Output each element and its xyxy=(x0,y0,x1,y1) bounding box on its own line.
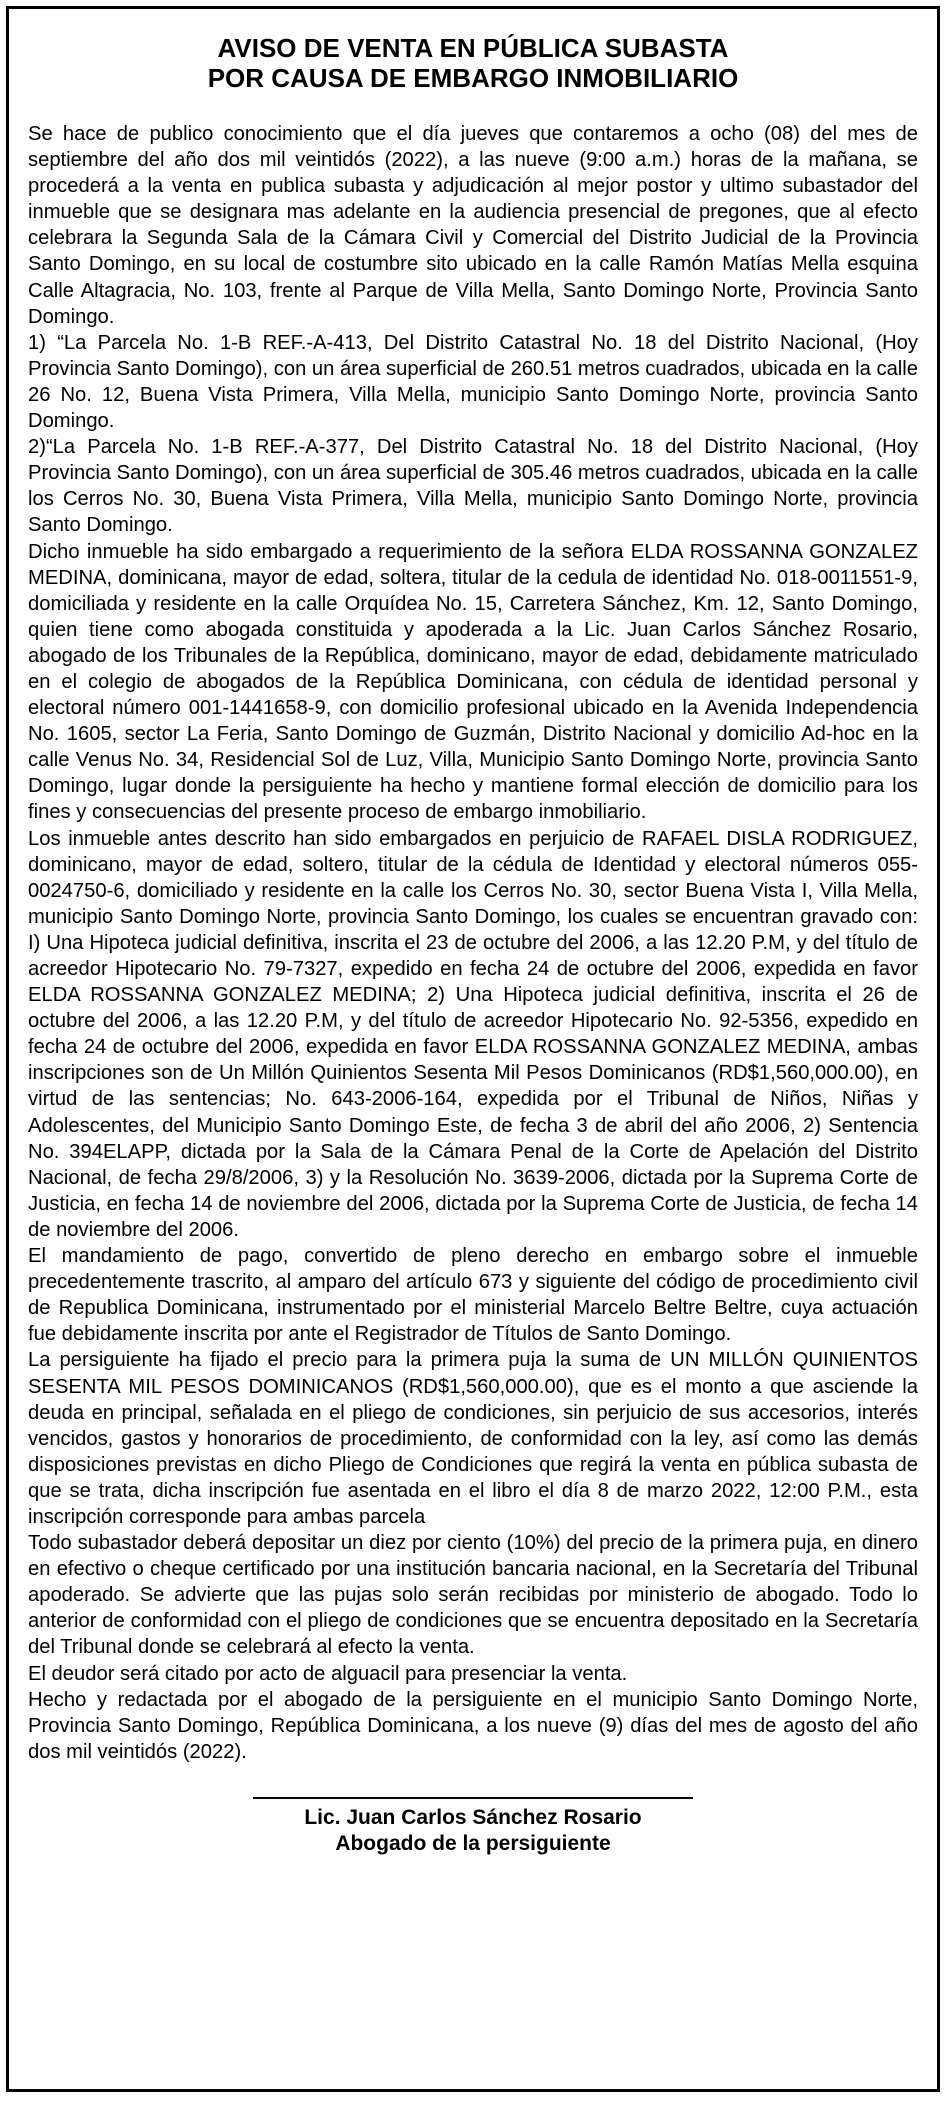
paragraph-closing: Hecho y redactada por el abogado de la persiguiente en el municipio Santo Domingo Norte, Provincia Santo Domingo, República Dominicana, a los nueve (9) días del mes de agosto del año dos mil veintidós (2022). xyxy=(28,1688,918,1763)
notice-content xyxy=(9,9,937,2089)
paragraph-price: La persiguiente ha fijado el precio para la primera puja la suma de UN MILLÓN QUINIENTOS SESENTA MIL PESOS DOMINICANOS (RD$1,560,000.00), que es el monto a que asciende la deuda en principal, señalada en el pliego de condiciones, sin perjuicio de sus accesorios, interés vencidos, gastos y honorarios de procedimiento, de conformidad con la ley, así como las demás disposiciones previstas en dicho Pliego de Condiciones que regirá la venta en pública subasta de que se trata, dicha inscripción fue asentada en el libro el día 8 de marzo 2022, 12:00 P.M., esta inscripción corresponde para ambas parcela xyxy=(28,1349,918,1528)
notice-body xyxy=(28,121,918,1765)
paragraph-parcel-2: 2)“La Parcela No. 1-B REF.-A-377, Del Distrito Catastral No. 18 del Distrito Nacional, (Hoy Provincia Santo Domingo), con un área superficial de 305.46 metros cuadrados, ubicada en la calle los Cerros No. 30, Buena Vista Primera, Villa Mella, municipio Santo Domingo Norte, provincia Santo Domingo. xyxy=(28,436,918,537)
title-line-2: POR CAUSA DE EMBARGO INMOBILIARIO xyxy=(207,63,739,93)
paragraph-citation: El deudor será citado por acto de alguacil para presenciar la venta. xyxy=(28,1662,628,1685)
paragraph-intro: Se hace de publico conocimiento que el día jueves que contaremos a ocho (08) del mes de septiembre del año dos mil veintidós (2022), a las nueve (9:00 a.m.) horas de la mañana, se procederá a la venta en publica subasta y adjudicación al mejor postor y ultimo subastador del inmueble que se designara mas adelante en la audiencia presencial de pregones, que al efecto celebrara la Segunda Sala de la Cámara Civil y Comercial del Distrito Judicial de la Provincia Santo Domingo, en su local de costumbre sito ubicado en la calle Ramón Matías Mella esquina Calle Altagracia, No. 103, frente al Parque de Villa Mella, Santo Domingo Norte, Provincia Santo Domingo. xyxy=(28,123,918,328)
signature-name: Lic. Juan Carlos Sánchez Rosario xyxy=(304,1805,642,1829)
signature-block xyxy=(28,1805,918,1857)
title-line-1: AVISO DE VENTA EN PÚBLICA SUBASTA xyxy=(217,33,729,63)
paragraph-parcel-1: 1) “La Parcela No. 1-B REF.-A-413, Del Distrito Catastral No. 18 del Distrito Nacional, (Hoy Provincia Santo Domingo), con un área superficial de 260.51 metros cuadrados, ubicada en la calle 26 No. 12, Buena Vista Primera, Villa Mella, municipio Santo Domingo Norte, provincia Santo Domingo. xyxy=(28,331,918,433)
notice-frame xyxy=(6,6,940,2092)
paragraph-debtor: Los inmueble antes descrito han sido embargados en perjuicio de RAFAEL DISLA RODRIGUEZ, dominicano, mayor de edad, soltero, titular de la cédula de Identidad y electoral números 055-0024750-6, domiciliado y residente en la calle los Cerros No. 30, sector Buena Vista I, Villa Mella, municipio Santo Domingo Norte, provincia Santo Domingo, los cuales se encuentran gravado con: I) Una Hipoteca judicial definitiva, inscrita el 23 de octubre del 2006, a las 12.20 P.M, y del título de acreedor Hipotecario No. 79-7327, expedido en fecha 24 de octubre del 2006, expedida en favor ELDA ROSSANNA GONZALEZ MEDINA; 2) Una Hipoteca judicial definitiva, inscrita el 26 de octubre del 2006, a las 12.20 P.M, y del título de acreedor Hipotecario No. 92-5356, expedido en fecha 24 de octubre del 2006, expedida en favor ELDA ROSSANNA GONZALEZ MEDINA, ambas inscripciones son de Un Millón Quinientos Sesenta Mil Pesos Dominicanos (RD$1,560,000.00), en virtud de las sentencias; No. 643-2006-164, expedida por el Tribunal de Niños, Niñas y Adolescentes, del Municipio Santo Domingo Este, de fecha 3 de abril del año 2006, 2) Sentencia No. 394ELAPP, dictada por la Sala de la Cámara Penal de la Corte de Apelación del Distrito Nacional, de fecha 29/8/2006, 3) y la Resolución No. 3639-2006, dictada por la Suprema Corte de Justicia, en fecha 14 de noviembre del 2006, dictada por la Suprema Corte de Justicia, de fecha 14 de noviembre del 2006. xyxy=(28,827,918,1241)
signature-line xyxy=(253,1797,693,1799)
notice-title xyxy=(28,33,918,93)
paragraph-deposit: Todo subastador deberá depositar un diez por ciento (10%) del precio de la primera puja, en dinero en efectivo o cheque certificado por una institución bancaria nacional, en la Secretaría del Tribunal apoderado. Se advierte que las pujas solo serán recibidas por ministerio de abogado. Todo lo anterior de conformidad con el pliego de condiciones que se encuentra depositado en la Secretaría del Tribunal donde se celebrará al efecto la venta. xyxy=(28,1532,918,1659)
signature-role: Abogado de la persiguiente xyxy=(335,1831,611,1855)
paragraph-payment-order: El mandamiento de pago, convertido de pleno derecho en embargo sobre el inmueble precedentemente trascrito, al amparo del artículo 673 y siguiente del código de procedimiento civil de Republica Dominicana, instrumentado por el ministerial Marcelo Beltre Beltre, cuya actuación fue debidamente inscrita por ante el Registrador de Títulos de Santo Domingo. xyxy=(28,1245,918,1346)
paragraph-creditor: Dicho inmueble ha sido embargado a requerimiento de la señora ELDA ROSSANNA GONZALEZ MEDINA, dominicana, mayor de edad, soltera, titular de la cedula de identidad No. 018-0011551-9, domiciliada y residente en la calle Orquídea No. 15, Carretera Sánchez, Km. 12, Santo Domingo, quien tiene como abogada constituida y apoderada a la Lic. Juan Carlos Sánchez Rosario, abogado de los Tribunales de la República, dominicano, mayor de edad, debidamente matriculado en el colegio de abogados de la República Dominicana, con cédula de identidad personal y electoral número 001-1441658-9, con domicilio profesional ubicado en la Avenida Independencia No. 1605, sector La Feria, Santo Domingo de Guzmán, Distrito Nacional y domicilio Ad-hoc en la calle Venus No. 34, Residencial Sol de Luz, Villa, Municipio Santo Domingo Norte, provincia Santo Domingo, lugar donde la persiguiente ha hecho y mantiene formal elección de domicilio para los fines y consecuencias del presente proceso de embargo inmobiliario. xyxy=(28,540,918,824)
